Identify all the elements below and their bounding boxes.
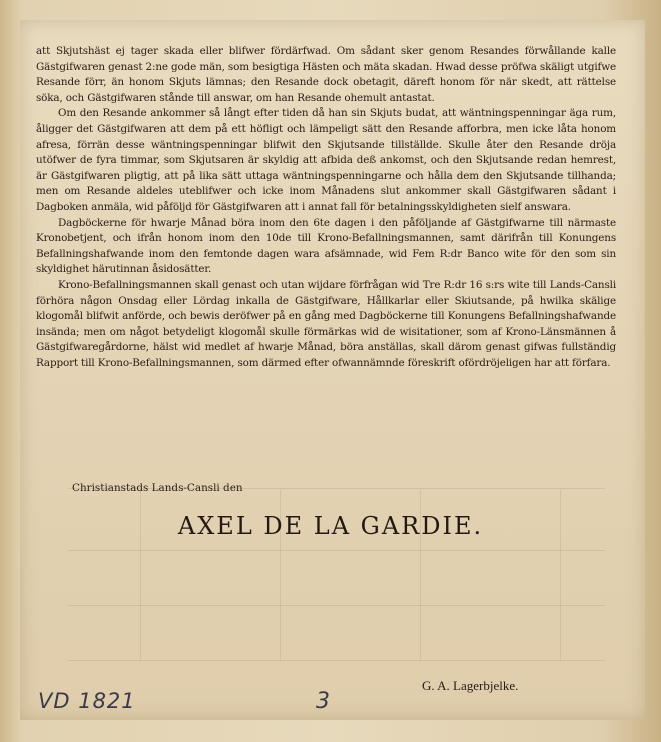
bleed-through-rule [68, 660, 605, 661]
governor-signature: AXEL DE LA GARDIE. [177, 512, 484, 540]
paragraph-3: Dagböckerne för hwarje Månad böra inom den 6te dagen i den påföljande af Gästgifwarne till närmaste Kronobetjent, och ifrån honom inom den 10de till Krono-Befallningsmannen, samt därifrån till Konungens Befallningshafwande inom den femtonde dagen wara afsämnade, wid Fem R:dr Banco wite för den som sin skyldighet härutinnan åsidosätter. [36, 216, 616, 276]
ordinance-text [36, 44, 616, 371]
paragraph-4: Krono-Befallningsmannen skall genast och utan wijdare förfrågan wid Tre R:dr 16 s:rs wite till Lands-Cansli förhöra någon Onsdag eller Lördag inkalla de Gästgifware, Hållkarlar eller Skiutsande, på hwilka skälige klogomål blifwit anförde, och bewis deröfwer på en gång med Dagböckerne till Konungens Befallningshafwande insända; men om något betydeligt klogomål skulle förmärkas wid de wisitationer, som af Krono-Länsmännen å Gästgifwaregårdorne, hälst wid medlet af hwarje Månad, böra anställas, skall därom genast gifwas fullständig Rapport till Krono-Befallningsmannen, som därmed efter ofwannämnde föreskrift ofördröjeligen har att förfara. [36, 278, 616, 369]
bleed-through-rule [68, 605, 605, 606]
paragraph-1: att Skjutshäst ej tager skada eller blifwer fördärfwad. Om sådant sker genom Resandes förwållande kalle Gästgifwaren genast 2:ne gode män, som besigtiga Hästen och mäta skadan. Hwad desse pröfwa skäligt utgifwe Resande förr, än honom Skjuts lämnas; den Resande dock obetagit, däreft honom för när skedt, att rättelse söka, och Gästgifwaren stånde till answar, om han Resande ohemult antastat. [36, 45, 616, 104]
archive-handwritten-mark: VD 1821 [38, 689, 136, 713]
paragraph-2: Om den Resande ankommer så långt efter tiden då han sin Skjuts budat, att wäntningspenningar äga rum, åligger det Gästgifwaren att dem på ett höfligt och lämpeligt sätt den Resande afforbra, men icke låta honom afresa, förrän desse wäntningspenningar blifwit den Skjutsande tillställde. Skulle åter den Resande dröja utöfwer de fyra timmar, som Skjutsaren är skyldig att afbida deß ankomst, och den Skjutsande redan hemrest, är Gästgifwaren pligtig, att på lika sätt uttaga wäntningspenningarne och hålla dem den Skjutsande tillhanda; men om Resande aldeles uteblifwer och icke inom Månadens slut ankommer skall Gästgifwaren sådant i Dagboken anmäla, wid påföljd för Gästgifwaren att i annat fall för betalningsskyldigheten sielf answara. [36, 107, 616, 213]
page-number: 3 [316, 689, 330, 714]
countersignature: G. A. Lagerbjelke. [422, 678, 519, 693]
bleed-through-rule [68, 550, 605, 551]
chancery-signoff: Christianstads Lands-Cansli den [72, 482, 243, 494]
